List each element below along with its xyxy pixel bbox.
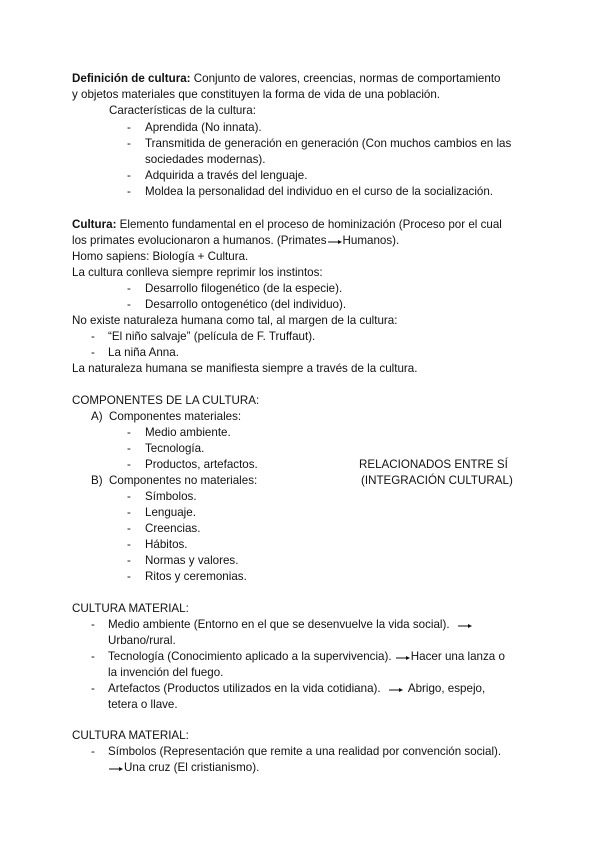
list-item: Creencias. <box>145 522 201 535</box>
material1-item2-text: Tecnología (Conocimiento aplicado a la supervivencia). <box>108 650 392 663</box>
list-item: Productos, artefactos. <box>145 458 258 471</box>
list-item: Símbolos (Representación que remite a una realidad por convención social). <box>108 745 502 758</box>
list-item: “El niño salvaje” (película de F. Truffaut). <box>108 330 316 343</box>
section-b-title: Componentes no materiales: <box>109 474 258 487</box>
list-dash: - <box>127 185 131 198</box>
list-item: Adquirida a través del lenguaje. <box>145 169 308 182</box>
list-item <box>108 649 505 665</box>
cultura-line5: No existe naturaleza humana como tal, al margen de la cultura: <box>72 314 398 327</box>
list-dash: - <box>91 330 95 343</box>
cultura-line2a: los primates evolucionaron a humanos. (Primates <box>72 234 327 247</box>
list-item: Desarrollo filogenético (de la especie). <box>145 282 343 295</box>
arrow-right-icon <box>327 237 343 245</box>
cultura-line6: La naturaleza humana se manifiesta siempre a través de la cultura. <box>72 362 418 375</box>
componentes-title: COMPONENTES DE LA CULTURA: <box>72 394 260 407</box>
list-dash: - <box>127 522 131 535</box>
material1-item2-result: Hacer una lanza o <box>410 650 505 663</box>
material2-item1-result: Una cruz (El cristianismo). <box>124 761 260 774</box>
list-item: Ritos y ceremonias. <box>145 570 247 583</box>
list-dash: - <box>91 346 95 359</box>
list-dash: - <box>91 618 95 631</box>
list-item-cont: la invención del fuego. <box>108 666 224 679</box>
list-item: Aprendida (No innata). <box>145 121 262 134</box>
arrow-right-icon <box>457 621 473 629</box>
list-item <box>108 681 485 697</box>
list-item: Símbolos. <box>145 490 197 503</box>
cultura-line2b: Humanos). <box>342 234 400 247</box>
arrow-right-icon <box>388 685 404 693</box>
cultura-line2 <box>72 233 399 249</box>
cultura-label: Cultura: <box>72 218 117 231</box>
list-dash: - <box>127 298 131 311</box>
list-dash: - <box>127 137 131 150</box>
material1-item3-text: Artefactos (Productos utilizados en la vida cotidiana). <box>108 682 381 695</box>
list-item-cont: sociedades modernas). <box>145 153 266 166</box>
material2-title: CULTURA MATERIAL: <box>72 729 189 742</box>
section-a-title: Componentes materiales: <box>109 410 242 423</box>
list-item: Normas y valores. <box>145 554 239 567</box>
integracion-note: (INTEGRACIÓN CULTURAL) <box>361 474 513 487</box>
list-dash: - <box>127 458 131 471</box>
section-b-label: B) <box>91 474 103 487</box>
list-dash: - <box>127 121 131 134</box>
cultura-line4: La cultura conlleva siempre reprimir los instintos: <box>72 266 323 279</box>
list-dash: - <box>127 554 131 567</box>
definicion-paragraph-line1 <box>72 71 501 87</box>
list-dash: - <box>127 282 131 295</box>
caracteristicas-title: Características de la cultura: <box>109 104 256 117</box>
list-item <box>108 617 473 633</box>
list-dash: - <box>91 650 95 663</box>
relacionados-note: RELACIONADOS ENTRE SÍ <box>359 458 508 471</box>
list-dash: - <box>127 442 131 455</box>
list-dash: - <box>127 538 131 551</box>
arrow-right-icon <box>108 764 124 772</box>
list-item: Transmitida de generación en generación (Con muchos cambios en las <box>145 137 512 150</box>
list-item: Hábitos. <box>145 538 188 551</box>
list-item: La niña Anna. <box>108 346 179 359</box>
list-dash: - <box>127 506 131 519</box>
list-dash: - <box>127 169 131 182</box>
material1-item3-result: Abrigo, espejo, <box>407 682 486 695</box>
list-item-cont: Urbano/rural. <box>108 634 176 647</box>
list-item: Tecnología. <box>145 442 205 455</box>
material1-title: CULTURA MATERIAL: <box>72 602 189 615</box>
list-dash: - <box>127 426 131 439</box>
list-dash: - <box>91 682 95 695</box>
list-dash: - <box>91 745 95 758</box>
definicion-text: Conjunto de valores, creencias, normas de comportamiento <box>190 72 501 85</box>
material1-item1-text: Medio ambiente (Entorno en el que se desenvuelve la vida social). <box>108 618 450 631</box>
definicion-paragraph-line2: y objetos materiales que constituyen la forma de vida de una población. <box>72 88 441 101</box>
cultura-line3: Homo sapiens: Biología + Cultura. <box>72 250 249 263</box>
list-item: Medio ambiente. <box>145 426 231 439</box>
arrow-right-icon <box>395 653 411 661</box>
list-item: Moldea la personalidad del individuo en el curso de la socialización. <box>145 185 494 198</box>
cultura-text: Elemento fundamental en el proceso de hominización (Proceso por el cual <box>116 218 502 231</box>
list-dash: - <box>127 490 131 503</box>
section-a-label: A) <box>91 410 103 423</box>
list-item-cont: tetera o llave. <box>108 698 178 711</box>
list-dash: - <box>127 570 131 583</box>
definicion-label: Definición de cultura: <box>72 72 191 85</box>
list-item-cont <box>108 760 259 776</box>
list-item: Lenguaje. <box>145 506 196 519</box>
cultura-line1 <box>72 217 502 233</box>
list-item: Desarrollo ontogenético (del individuo). <box>145 298 347 311</box>
